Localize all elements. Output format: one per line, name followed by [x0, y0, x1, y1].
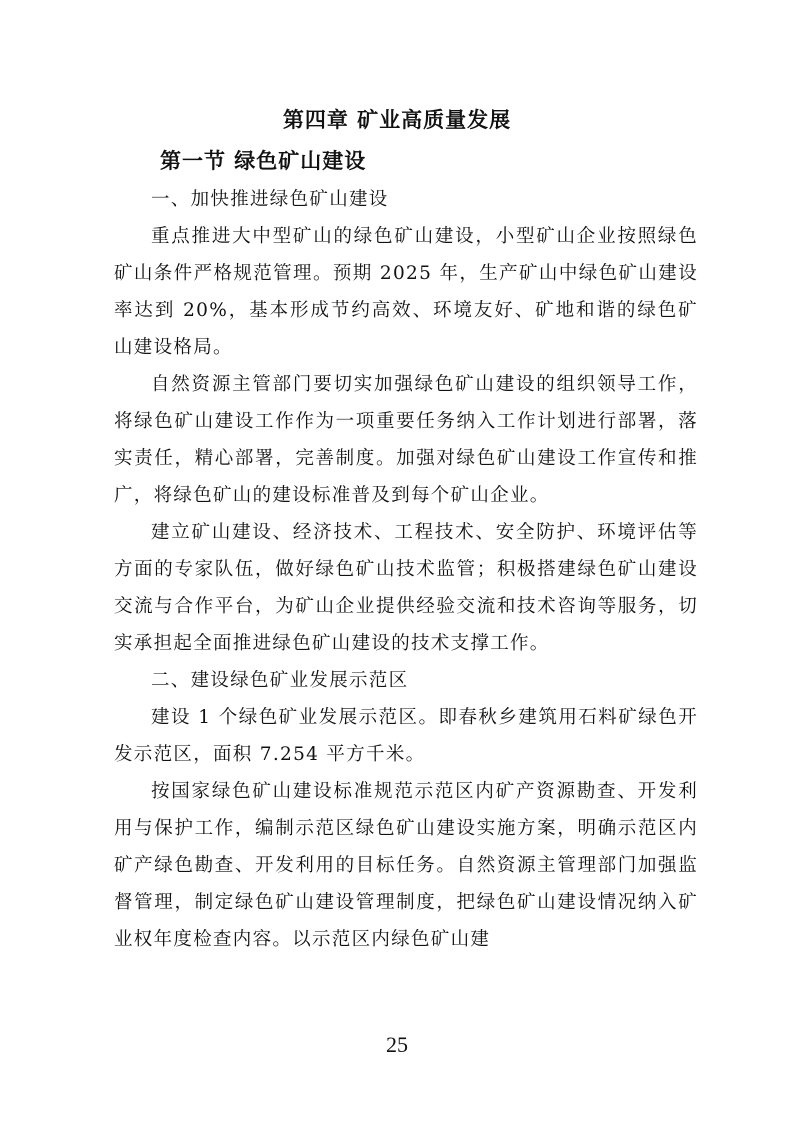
page-number: 25: [386, 1032, 408, 1057]
subheading-1: 一、加快推进绿色矿山建设: [151, 189, 389, 210]
body-text: [114, 181, 698, 958]
paragraph-5: 按国家绿色矿山建设标准规范示范区内矿产资源勘查、开发利用与保护工作，编制示范区绿色矿山建设实施方案，明确示范区内矿产绿色勘查、开发利用的目标任务。自然资源主管理部门加强监督管理，制定绿色矿山建设管理制度，把绿色矿山建设情况纳入矿业权年度检查内容。以示范区内绿色矿山建: [114, 781, 698, 950]
subheading-2: 二、建设绿色矿业发展示范区: [151, 670, 409, 691]
paragraph-4: 建设 1 个绿色矿业发展示范区。即春秋乡建筑用石料矿绿色开发示范区，面积 7.254 平方千米。: [114, 707, 698, 765]
chapter-title: 第四章 矿业高质量发展: [282, 108, 512, 132]
section-title: 第一节 绿色矿山建设: [160, 149, 367, 173]
paragraph-1: 重点推进大中型矿山的绿色矿山建设，小型矿山企业按照绿色矿山条件严格规范管理。预期 2025 年，生产矿山中绿色矿山建设率达到 20%，基本形成节约高效、环境友好、矿地和谐的绿色矿山建设格局。: [114, 226, 698, 358]
paragraph-3: 建立矿山建设、经济技术、工程技术、安全防护、环境评估等方面的专家队伍，做好绿色矿山技术监管；积极搭建绿色矿山建设交流与合作平台，为矿山企业提供经验交流和技术咨询等服务，切实承担起全面推进绿色矿山建设的技术支撑工作。: [114, 522, 698, 654]
paragraph-2: 自然资源主管部门要切实加强绿色矿山建设的组织领导工作，将绿色矿山建设工作作为一项重要任务纳入工作计划进行部署，落实责任，精心部署，完善制度。加强对绿色矿山建设工作宣传和推广，将绿色矿山的建设标准普及到每个矿山企业。: [114, 374, 698, 506]
